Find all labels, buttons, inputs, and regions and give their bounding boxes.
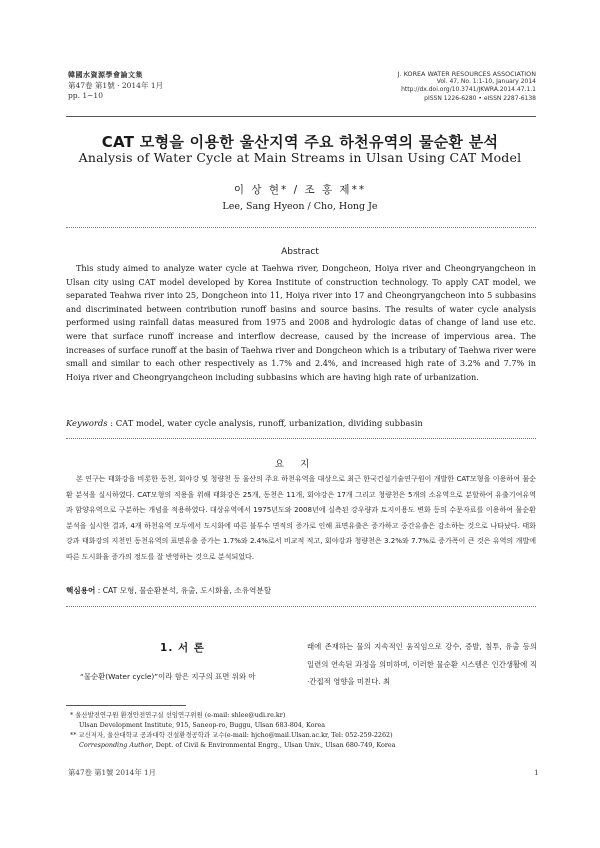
summary-body-ko: 본 연구는 태화강을 비롯한 동천, 회야강 및 청량천 등 울산의 주요 하천유역을 대상으로 최근 한국건설기술연구원이 개발한 CAT모형을 이용하여 물순환 분석을 실시하였다. CAT모형의 적용을 위해 태화강은 25개, 동천은 11개, 회야강은 17개 그리고 청량천은 5개의 소유역으로 분할하여 유출기여유역과 함양유역으로 구분하는 개념을 적용하였다. 대상유역에서 1975년도와 2008년에 실측된 강우량과 토지이용도 변화 등의 수문자료를 이용하여 물순환 분석을 실시한 결과, 4개 하천유역 모두에서 도시화에 따른 불투수 면적의 증가로 인해 표면유출은 증가하고 중간유출은 감소하는 것으로 나타났다. 태화강과 태화강의 지천인 동천유역의 표면유출 증가는 1.7%와 2.4%로서 비교적 적고, 회야강과 청량천은 3.2%와 7.7%로 증가폭이 큰 것은 유역의 개발에 따른 도시화율 증가의 정도를 잘 반영하는 것으로 분석되었다. — [66, 474, 536, 561]
paper-title-en: Analysis of Water Cycle at Main Streams in Ulsan Using CAT Model — [78, 150, 522, 165]
keywords-label: Keywords — [66, 418, 108, 428]
paper-title-ko: CAT 모형을 이용한 울산지역 주요 하천유역의 물순환 분석 — [101, 133, 499, 151]
journal-volume-en: Vol. 47, No. 1:1-10, January 2014 — [436, 78, 536, 86]
keywords-text: : CAT model, water cycle analysis, runoff, urbanization, dividing subbasin — [110, 418, 423, 428]
keywords-ko — [66, 585, 536, 596]
journal-name-ko: 韓國水資源學會論文集 — [68, 71, 143, 79]
header-divider — [66, 116, 536, 117]
journal-doi-link[interactable]: http://dx.doi.org/10.3741/JKWRA.2014.47.1.1 — [401, 86, 536, 94]
journal-title-en: J. KOREA WATER RESOURCES ASSOCIATION — [397, 70, 536, 78]
keywords-en — [66, 418, 536, 428]
section-heading-introduction: 1. 서 론 — [160, 642, 205, 654]
keywords-ko-text: : CAT 모형, 물순환분석, 유출, 도시화율, 소유역분할 — [97, 586, 272, 595]
footnote-author2-affiliation-ko: ** 교신저자, 울산대학교 공과대학 건설환경공학과 교수(e-mail: hjcho@mail.Ulsan.ac.kr, Tel: 052-259-2262) — [70, 731, 393, 739]
footnote-author2-address: , Dept. of Civil & Environmental Engrg., Ulsan Univ., Ulsan 680-749, Korea — [151, 741, 396, 749]
journal-volume-ko: 第47卷 第1號 · 2014年 1月 — [68, 80, 164, 90]
footnote-author1-affiliation-ko: * 울산발전연구원 환경안전연구실 선임연구위원 (e-mail: shlee@udi.re.kr) — [70, 711, 286, 719]
journal-header-left — [68, 70, 163, 102]
abstract-divider — [66, 438, 536, 439]
keywords-ko-label: 핵심용어 — [66, 586, 96, 595]
footnotes — [70, 710, 396, 750]
footnote-divider — [66, 705, 186, 706]
body-text-left-column: “물순환(Water cycle)”이라 함은 지구의 표면 위와 아 — [80, 672, 256, 681]
body-text-right-column: 래에 존재하는 물의 지속적인 움직임으로 강수, 증발, 침투, 유출 등의 일련의 연속된 과정을 의미하며, 이러한 물순환 시스템은 인간생활에 직·간접적 영향을 미친다. 최 — [307, 642, 537, 686]
journal-header-right — [398, 70, 536, 103]
page-number: 1 — [534, 768, 539, 777]
journal-issn: pISSN 1226-6280 • eISSN 2287-6138 — [424, 94, 536, 102]
summary-divider — [66, 606, 536, 607]
footnote-author1-affiliation-en: Ulsan Development Institute, 915, Saneop-ro, Buggu, Ulsan 683-804, Korea — [79, 721, 326, 729]
authors-divider — [66, 227, 536, 228]
authors-ko: 이 상 현* / 조 홍 제** — [233, 184, 367, 196]
journal-pages: pp. 1~10 — [68, 91, 103, 100]
footnote-author2-affiliation-en — [70, 740, 396, 750]
abstract-body: This study aimed to analyze water cycle at Taehwa river, Dongcheon, Hoiya river and Cheongryangcheon in Ulsan city using CAT model developed by Korea Institute of construction technology. To apply CAT model, we separated Teahwa river into 25, Dongcheon into 11, Hoiya river into 17 and Cheongryangcheon into 5 subbasins and discriminated between contribution runoff basins and source basins. The results of water cycle analysis performed using rainfall datas measured from 1975 and 2008 and hydrologic datas of change of land use etc. were that surface runoff increase and interflow decrease, caused by the increase of impervious area. The increases of surface runoff at the basin of Taehwa river and Dongcheon which is a tributary of Taehwa river were small and similar to each other respectively as 1.7% and 2.4%, and increased high rate of 3.2% and 7.7% in Hoiya river and Cheongryangcheon including subbasins which are having high rate of urbanization. — [66, 263, 536, 382]
abstract-heading: Abstract — [281, 247, 319, 257]
authors-en: Lee, Sang Hyeon / Cho, Hong Je — [222, 201, 378, 212]
summary-heading-ko: 요지 — [274, 459, 326, 470]
footer-volume: 第47卷 第1號 2014年 1月 — [68, 768, 156, 777]
corresponding-author-label: Corresponding Author — [79, 741, 152, 749]
